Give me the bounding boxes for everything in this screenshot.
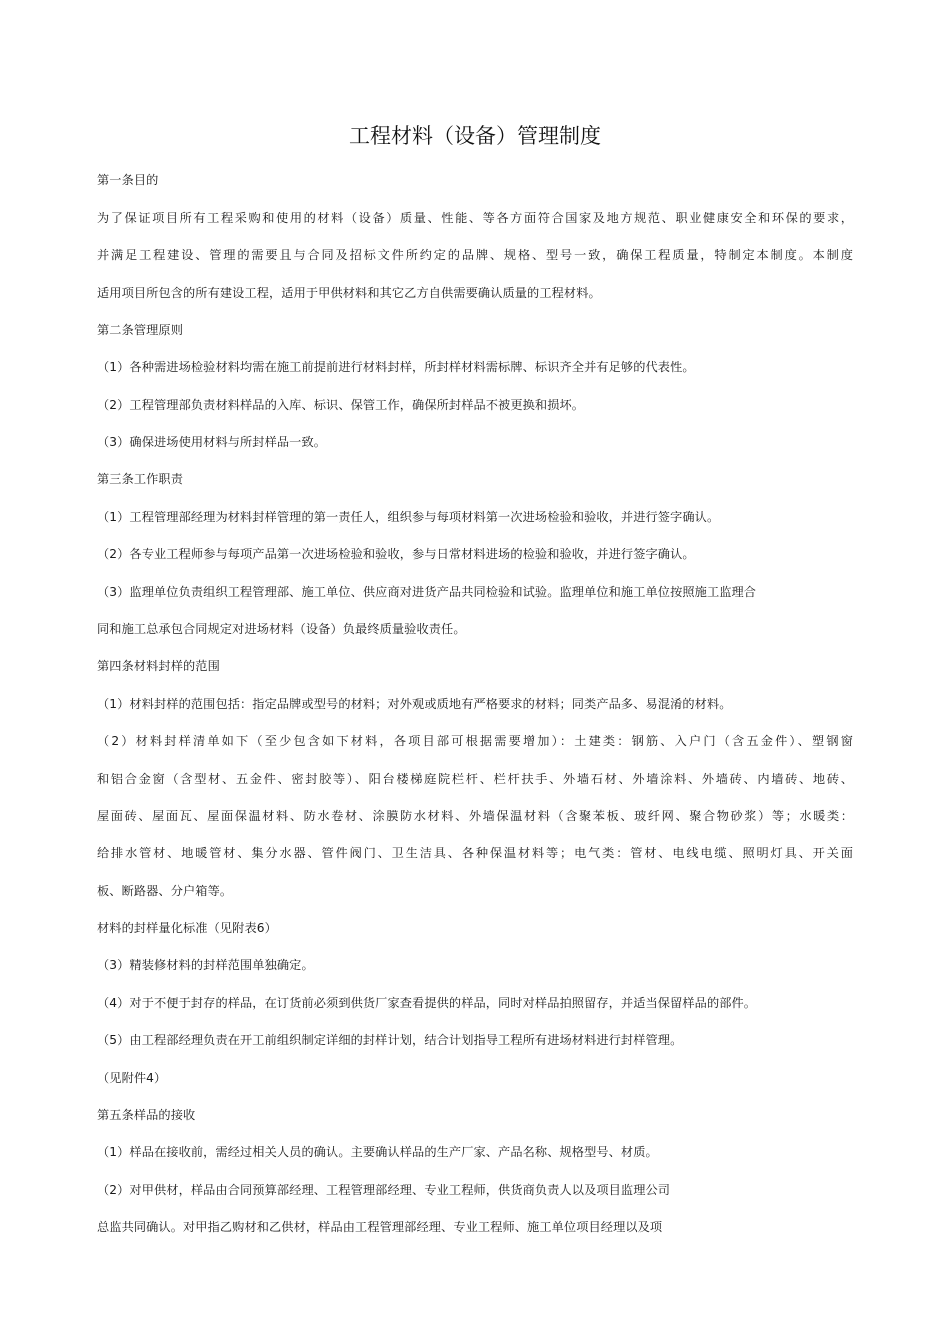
section-heading-article-2: 第二条管理原则	[97, 323, 184, 337]
list-item: （1）材料封样的范围包括：指定品牌或型号的材料；对外观或质地有严格要求的材料；同类产品多、易混淆的材料。	[97, 697, 732, 711]
list-item: （2）各专业工程师参与每项产品第一次进场检验和验收，参与日常材料进场的检验和验收，并进行签字确认。	[97, 547, 695, 561]
document-title: 工程材料（设备）管理制度	[349, 124, 601, 148]
section-heading-article-1: 第一条目的	[97, 173, 159, 187]
list-item: （1）工程管理部经理为材料封样管理的第一责任人，组织参与每项材料第一次进场检验和验收，并进行签字确认。	[97, 510, 720, 524]
list-item: （3）监理单位负责组织工程管理部、施工单位、供应商对进货产品共同检验和试验。监理单位和施工单位按照施工监理合	[97, 585, 757, 599]
paragraph-line: 和铝合金窗（含型材、五金件、密封胶等）、阳台楼梯庭院栏杆、栏杆扶手、外墙石材、外墙涂料、外墙砖、内墙砖、地砖、	[97, 772, 853, 786]
paragraph-line: 为了保证项目所有工程采购和使用的材料（设备）质量、性能、等各方面符合国家及地方规范、职业健康安全和环保的要求，	[97, 211, 853, 225]
paragraph-line: 板、断路器、分户箱等。	[97, 884, 233, 898]
section-heading-article-4: 第四条材料封样的范围	[97, 659, 220, 673]
list-item: （2）工程管理部负责材料样品的入库、标识、保管工作，确保所封样品不被更换和损坏。	[97, 398, 585, 412]
paragraph-line: 同和施工总承包合同规定对进场材料（设备）负最终质量验收责任。	[97, 622, 466, 636]
paragraph-line: 总监共同确认。对甲指乙购材和乙供材，样品由工程管理部经理、专业工程师、施工单位项目经理以及项	[97, 1220, 663, 1234]
list-item: （4）对于不便于封存的样品，在订货前必须到供货厂家查看提供的样品，同时对样品拍照留存，并适当保留样品的部件。	[97, 996, 757, 1010]
paragraph-line: 并满足工程建设、管理的需要且与合同及招标文件所约定的品牌、规格、型号一致，确保工程质量，特制定本制度。本制度	[97, 248, 853, 262]
list-item: （2）对甲供材，样品由合同预算部经理、工程管理部经理、专业工程师，供货商负责人以及项目监理公司	[97, 1183, 671, 1197]
paragraph-line: 材料的封样量化标准（见附表6）	[97, 921, 277, 935]
paragraph-line: 屋面砖、屋面瓦、屋面保温材料、防水卷材、涂膜防水材料、外墙保温材料（含聚苯板、玻纤网、聚合物砂浆）等；水暖类：	[97, 809, 853, 823]
list-item: （1）各种需进场检验材料均需在施工前提前进行材料封样，所封样材料需标牌、标识齐全并有足够的代表性。	[97, 360, 695, 374]
paragraph-line: 适用项目所包含的所有建设工程，适用于甲供材料和其它乙方自供需要确认质量的工程材料。	[97, 286, 601, 300]
paragraph-line: （见附件4）	[97, 1071, 167, 1085]
list-item: （1）样品在接收前，需经过相关人员的确认。主要确认样品的生产厂家、产品名称、规格型号、材质。	[97, 1145, 658, 1159]
list-item: （3）精装修材料的封样范围单独确定。	[97, 958, 314, 972]
list-item: （5）由工程部经理负责在开工前组织制定详细的封样计划，结合计划指导工程所有进场材料进行封样管理。	[97, 1033, 683, 1047]
section-heading-article-5: 第五条样品的接收	[97, 1108, 196, 1122]
section-heading-article-3: 第三条工作职责	[97, 472, 184, 486]
list-item: （2）材料封样清单如下（至少包含如下材料，各项目部可根据需要增加）：土建类：钢筋、入户门（含五金件）、塑钢窗	[97, 734, 853, 748]
paragraph-line: 给排水管材、地暖管材、集分水器、管件阀门、卫生洁具、各种保温材料等；电气类：管材、电线电缆、照明灯具、开关面	[97, 846, 853, 860]
list-item: （3）确保进场使用材料与所封样品一致。	[97, 435, 327, 449]
